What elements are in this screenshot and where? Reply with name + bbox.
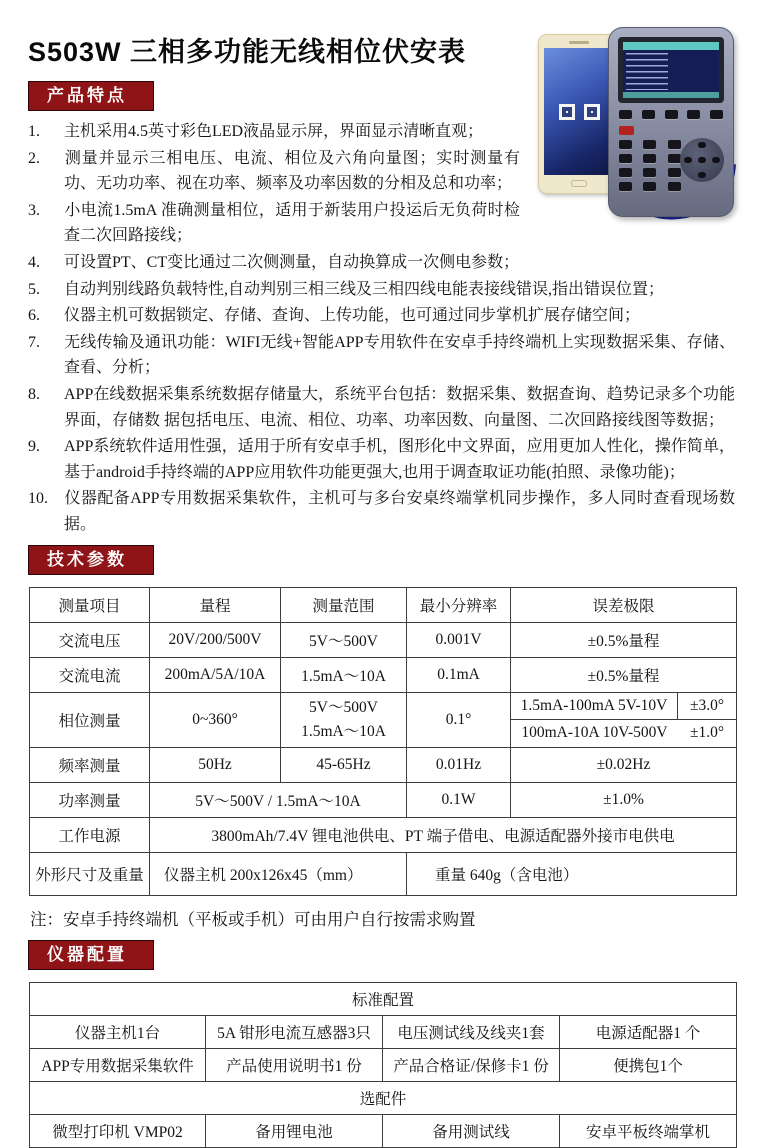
cell: 安卓平板终端掌机 xyxy=(560,1114,737,1147)
cell: 频率测量 xyxy=(30,747,150,782)
config-table xyxy=(29,982,737,1148)
feature-item-2: 2. 测量并显示三相电压、电流、相位及六角向量图；实时测量有功、无功功率、视在功率、频率及功率因数的分相及总和功率； xyxy=(28,149,520,193)
tech-row-voltage xyxy=(30,622,737,657)
cell: 0.01Hz xyxy=(407,747,511,782)
cell: ±0.5%量程 xyxy=(511,622,737,657)
cell: 50Hz xyxy=(150,747,281,782)
cell: 交流电压 xyxy=(30,622,150,657)
phone-home-button xyxy=(571,180,587,187)
col-header: 测量项目 xyxy=(30,587,150,622)
col-header: 量程 xyxy=(150,587,281,622)
tech-row-supply xyxy=(30,817,737,852)
meter-illustration xyxy=(608,27,734,217)
qr-code-icon xyxy=(584,104,600,120)
page-title: S503W 三相多功能无线相位伏安表 xyxy=(28,37,467,67)
cell: 产品合格证/保修卡1 份 xyxy=(383,1048,560,1081)
cell: 5V～500V xyxy=(281,622,407,657)
power-key xyxy=(619,126,634,135)
cell: 0~360° xyxy=(150,692,281,747)
cell: 重量 640g（含电池） xyxy=(407,852,737,895)
navigation-dpad xyxy=(680,138,724,182)
cell: 选配件 xyxy=(30,1081,737,1114)
cell: 电压测试线及线夹1套 xyxy=(383,1015,560,1048)
cell: 1.5mA-100mA 5V-10V ±3.0° 100mA-10A 10V-500V ±1.0° xyxy=(511,692,737,747)
cell: 功率测量 xyxy=(30,782,150,817)
config-standard-header xyxy=(30,982,737,1015)
cell: 0.1W xyxy=(407,782,511,817)
cell: 20V/200/500V xyxy=(150,622,281,657)
qr-code-icon xyxy=(559,104,575,120)
feature-item-8: 8. APP在线数据采集系统数据存储量大，系统平台包括：数据采集、数据查询、趋势记录多个功能界面，存储数 据包括电压、电流、相位、功率、功率因数、向量图、二次回路接线图等数据； xyxy=(28,385,735,429)
tech-row-current xyxy=(30,657,737,692)
feature-item-10: 10. 仪器配备APP专用数据采集软件，主机可与多台安桌终端掌机同步操作，多人同时查看现场数据。 xyxy=(28,490,735,533)
numeric-keypad xyxy=(619,140,685,191)
phone-speaker xyxy=(569,41,589,44)
tech-row-power xyxy=(30,782,737,817)
cell: 电源适配器1 个 xyxy=(560,1015,737,1048)
tech-specs-table xyxy=(29,587,737,896)
cell: 1.5mA～10A xyxy=(281,657,407,692)
config-standard-row xyxy=(30,1048,737,1081)
purchase-note: 注：安卓手持终端机（平板或手机）可由用户自行按需求购置 xyxy=(30,909,476,929)
meter-lcd-screen xyxy=(623,42,719,98)
feature-item-4: 4. 可设置PT、CT变比通过二次侧测量，自动换算成一次侧电参数； xyxy=(28,253,520,271)
section-heading-tech: 技术参数 xyxy=(28,545,154,575)
cell: ±1.0% xyxy=(511,782,737,817)
phone-screen xyxy=(544,48,614,175)
feature-item-1: 1. 主机采用4.5英寸彩色LED液晶显示屏，界面显示清晰直观； xyxy=(28,123,484,140)
product-photo xyxy=(530,26,735,224)
meter-screen-bezel xyxy=(618,37,724,103)
config-optional-row xyxy=(30,1114,737,1147)
cell: 交流电流 xyxy=(30,657,150,692)
cell: 仪器主机1台 xyxy=(30,1015,206,1048)
cell: 5V～500V / 1.5mA～10A xyxy=(150,782,407,817)
cell: 微型打印机 VMP02 xyxy=(30,1114,206,1147)
cell: ±0.02Hz xyxy=(511,747,737,782)
col-header: 测量范围 xyxy=(281,587,407,622)
cell: 0.1mA xyxy=(407,657,511,692)
cell: 200mA/5A/10A xyxy=(150,657,281,692)
section-heading-config: 仪器配置 xyxy=(28,940,154,970)
cell: 工作电源 xyxy=(30,817,150,852)
tech-row-frequency xyxy=(30,747,737,782)
function-keys xyxy=(619,110,723,119)
cell: 5V～500V 1.5mA～10A xyxy=(281,692,407,747)
cell: 标准配置 xyxy=(30,982,737,1015)
cell: 0.001V xyxy=(407,622,511,657)
config-standard-row xyxy=(30,1015,737,1048)
cell: 备用锂电池 xyxy=(206,1114,383,1147)
cell: 仪器主机 200x126x45（mm） xyxy=(150,852,407,895)
cell: APP专用数据采集软件 xyxy=(30,1048,206,1081)
col-header: 误差极限 xyxy=(511,587,737,622)
feature-item-6: 6. 仪器主机可数据锁定、存储、查询、上传功能，也可通过同步掌机扩展存储空间； xyxy=(28,307,641,325)
cell: 45-65Hz xyxy=(281,747,407,782)
tech-header-row xyxy=(30,587,737,622)
feature-item-7: 7. 无线传输及通讯功能：WIFI无线+智能APP专用软件在安卓手持终端机上实现数据采集、存储、查看、分析； xyxy=(28,333,735,377)
feature-item-5: 5. 自动判别线路负载特性,自动判别三相三线及三相四线电能表接线错误,指出错误位置； xyxy=(28,280,665,298)
cell: 外形尺寸及重量 xyxy=(30,852,150,895)
cell: 3800mAh/7.4V 锂电池供电、PT 端子借电、电源适配器外接市电供电 xyxy=(150,817,737,852)
tech-row-phase xyxy=(30,692,737,747)
cell: 备用测试线 xyxy=(383,1114,560,1147)
cell: 产品使用说明书1 份 xyxy=(206,1048,383,1081)
cell: ±0.5%量程 xyxy=(511,657,737,692)
cell: 0.1° xyxy=(407,692,511,747)
cell: 相位测量 xyxy=(30,692,150,747)
tech-row-size-weight xyxy=(30,852,737,895)
config-optional-header xyxy=(30,1081,737,1114)
feature-item-3: 3. 小电流1.5mA 准确测量相位，适用于新装用户投运后无负荷时检查二次回路接线； xyxy=(28,201,520,245)
section-heading-features: 产品特点 xyxy=(28,81,154,111)
feature-item-9: 9. APP系统软件适用性强，适用于所有安卓手机，图形化中文界面，应用更加人性化，操作简单，基于android手持终端的APP应用软件功能更强大,也用于调查取证功能(拍照、录像功能)； xyxy=(28,438,735,481)
col-header: 最小分辨率 xyxy=(407,587,511,622)
cell: 便携包1个 xyxy=(560,1048,737,1081)
cell: 5A 钳形电流互感器3只 xyxy=(206,1015,383,1048)
